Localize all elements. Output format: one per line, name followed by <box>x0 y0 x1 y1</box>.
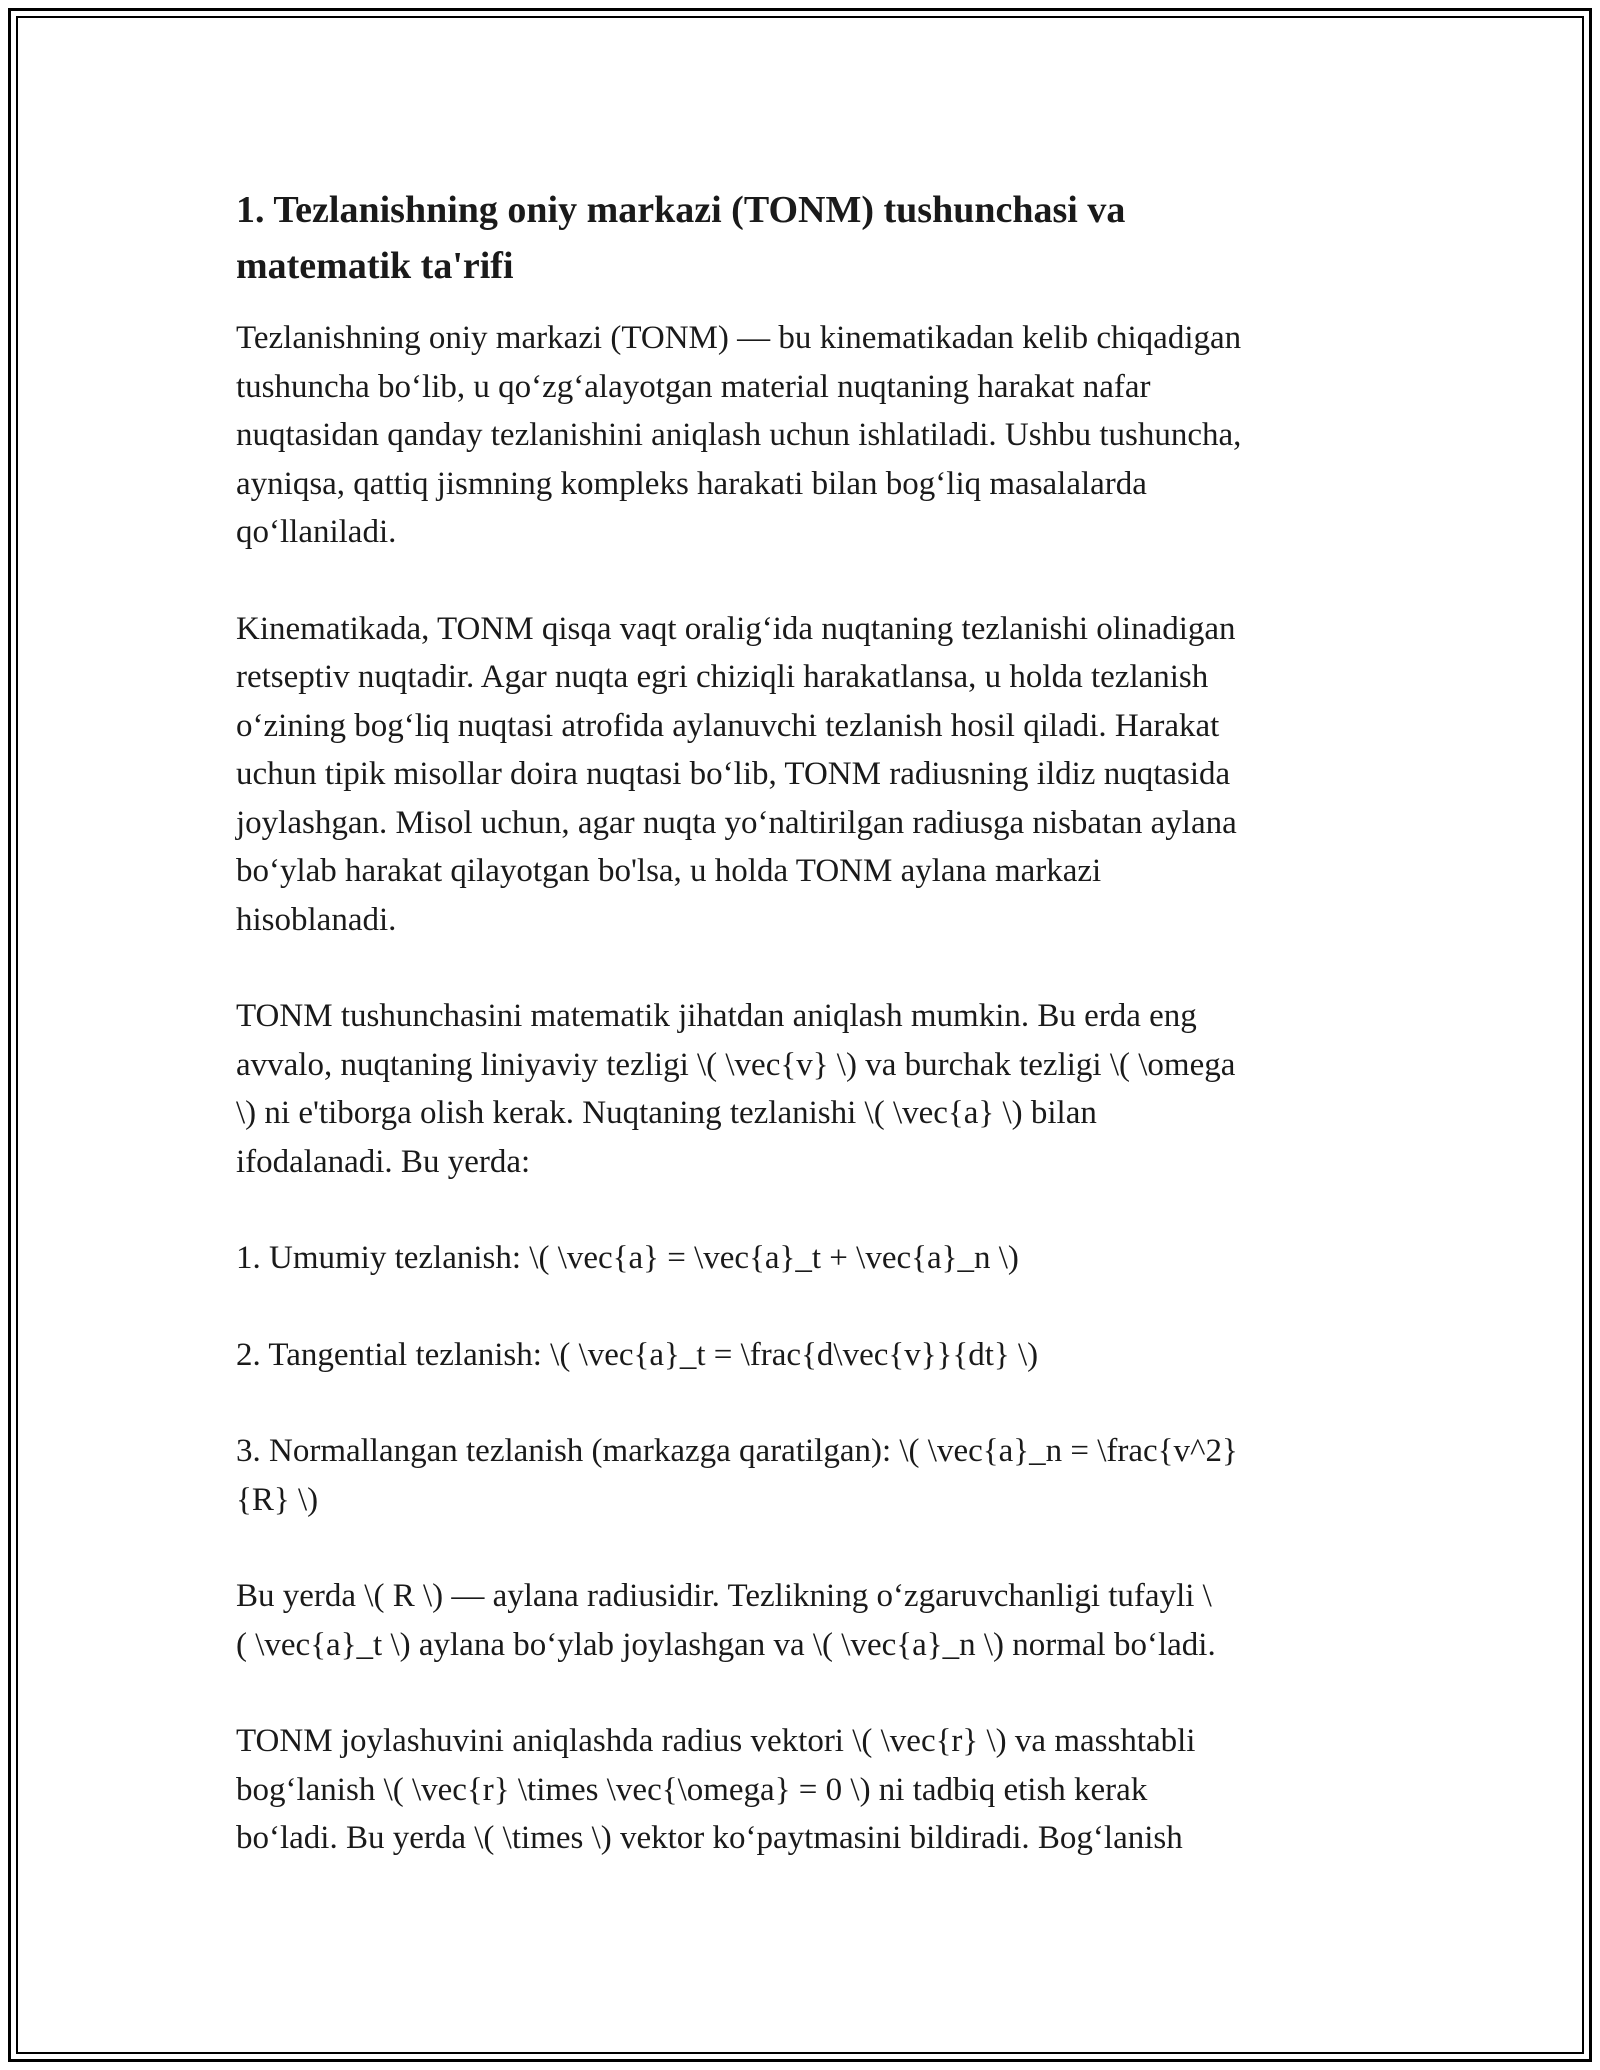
formula-normal-acceleration: 3. Normallangan tezlanish (markazga qaratilgan): \( \vec{a}_n = \frac{v^2} {R} \) <box>236 1433 1238 1518</box>
paragraph-math-definition: TONM tushunchasini matematik jihatdan aniqlash mumkin. Bu erda eng avvalo, nuqtaning liniyaviy tezligi \( \vec{v} \) va burchak tezligi \( \omega \) ni e'tiborga olish kerak. Nuqtaning tezlanishi \( \vec{a} \) bilan ifodalanadi. Bu yerda: <box>236 998 1236 1180</box>
paragraph-intro: Tezlanishning oniy markazi (TONM) — bu kinematikadan kelib chiqadigan tushuncha bo‘lib, u qo‘zg‘alayotgan material nuqtaning harakat nafar nuqtasidan qanday tezlanishini aniqlash uchun ishlatiladi. Ushbu tushuncha, ayniqsa, qattiq jismning kompleks harakati bilan bog‘liq masalalarda qo‘llaniladi. <box>236 320 1242 550</box>
paragraph-radius-note: Bu yerda \( R \) — aylana radiusidir. Tezlikning o‘zgaruvchanligi tufayli \ ( \vec{a}_t \) aylana bo‘ylab joylashgan va \( \vec{a}_n \) normal bo‘ladi. <box>236 1578 1216 1663</box>
paragraph-position: TONM joylashuvini aniqlashda radius vektori \( \vec{r} \) va masshtabli bog‘lanish \( \vec{r} \times \vec{\omega} = 0 \) ni tadbiq etish kerak bo‘ladi. Bu yerda \( \times \) vektor ko‘paytmasini bildiradi. Bog‘lanish <box>236 1723 1196 1856</box>
section-heading: 1. Tezlanishning oniy markazi (TONM) tushunchasi va matematik ta'rifi <box>236 189 1126 287</box>
paragraph-kinematics: Kinematikada, TONM qisqa vaqt oralig‘ida nuqtaning tezlanishi olinadigan retseptiv nuqtadir. Agar nuqta egri chiziqli harakatlansa, u holda tezlanish o‘zining bog‘liq nuqtasi atrofida aylanuvchi tezlanish hosil qiladi. Harakat uchun tipik misollar doira nuqtasi bo‘lib, TONM radiusning ildiz nuqtasida joylashgan. Misol uchun, agar nuqta yo‘naltirilgan radiusga nisbatan aylana bo‘ylab harakat qilayotgan bo'lsa, u holda TONM aylana markazi hisoblanadi. <box>236 610 1237 938</box>
formula-tangential-acceleration: 2. Tangential tezlanish: \( \vec{a}_t = \frac{d\vec{v}}{dt} \) <box>236 1336 1039 1373</box>
formula-total-acceleration: 1. Umumiy tezlanish: \( \vec{a} = \vec{a}_t + \vec{a}_n \) <box>236 1240 1019 1276</box>
document-body <box>236 182 1376 1911</box>
